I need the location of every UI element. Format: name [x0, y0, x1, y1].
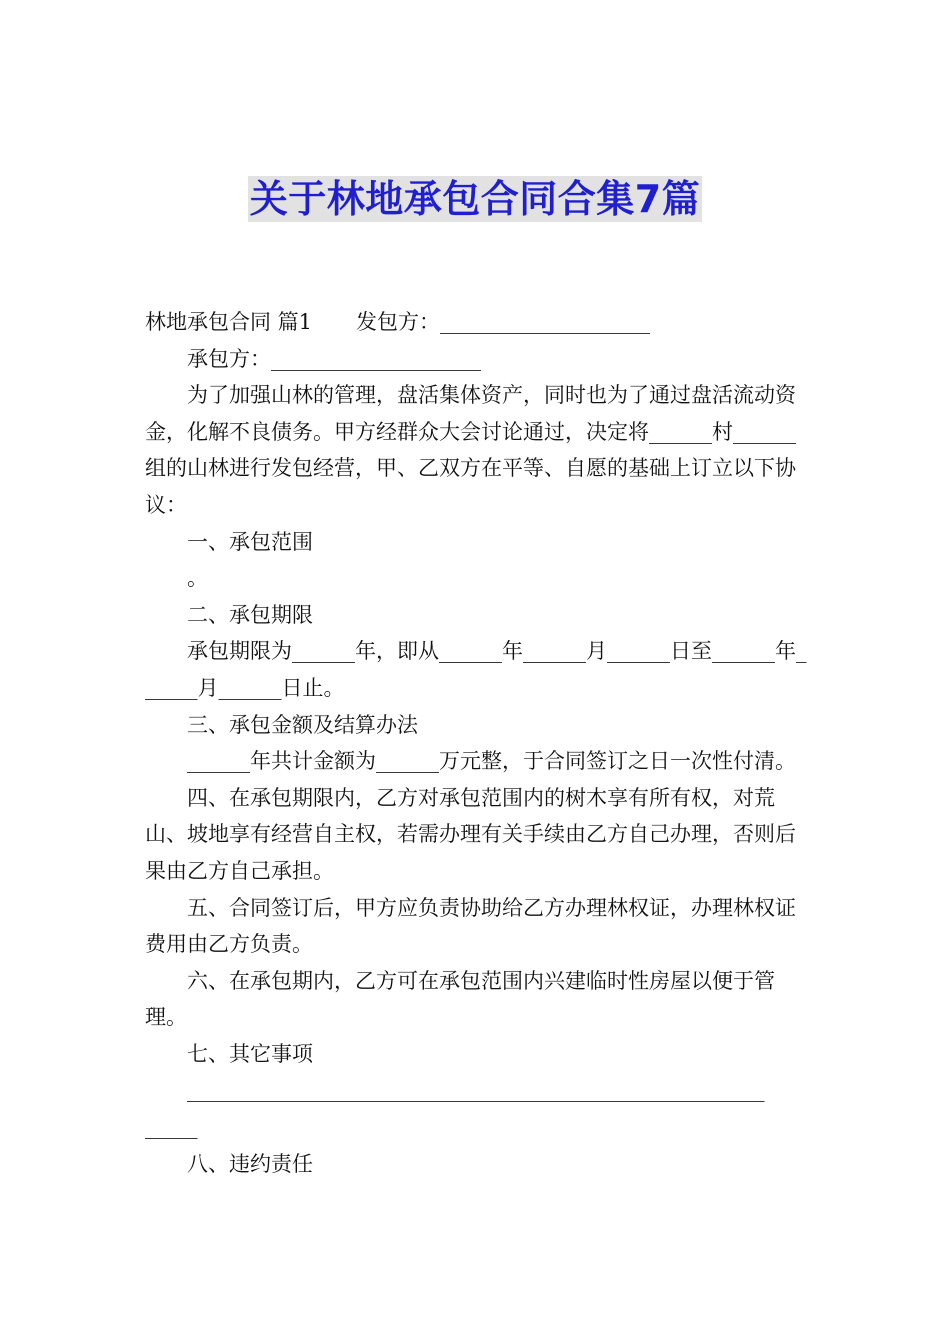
section-heading-line — [145, 304, 807, 341]
clause3-heading: 三、承包金额及结算办法 — [187, 712, 418, 737]
clause1-heading: 一、承包范围 — [187, 529, 313, 554]
clause3-body: ______年共计金额为______万元整，于合同签订之日一次性付清。 — [187, 749, 796, 774]
clause4-paragraph: 四、在承包期限内，乙方对承包范围内的树木享有所有权，对荒山、坡地享有经营自主权，若需办理有关手续由乙方自己办理，否则后果由乙方自己承担。 — [145, 785, 796, 883]
clause8-heading: 八、违约责任 — [187, 1151, 313, 1176]
party-a-field: 发包方：____________________ — [356, 310, 651, 334]
clause1-body: 。 — [187, 566, 208, 591]
party-b-field: 承包方：____________________ — [187, 346, 481, 371]
clause2-body: 承包期限为______年，即从______年______月______日至______年______月______日止。 — [145, 639, 807, 700]
title-container — [0, 176, 950, 222]
clause2-heading: 二、承包期限 — [187, 602, 313, 627]
clause7-blank-line: _______________________________________________________ — [187, 1078, 765, 1103]
clause7-heading: 七、其它事项 — [187, 1041, 313, 1066]
clause6-paragraph: 六、在承包期内，乙方可在承包范围内兴建临时性房屋以便于管理。 — [145, 968, 775, 1030]
intro-paragraph: 为了加强山林的管理，盘活集体资产，同时也为了通过盘活流动资金，化解不良债务。甲方经群众大会讨论通过，决定将______村______组的山林进行发包经营，甲、乙双方在平等、自愿的基础上订立以下协议： — [145, 383, 796, 517]
clause7-blank-line-tail: _____ — [145, 1115, 198, 1140]
document-title: 关于林地承包合同合集7篇 — [249, 177, 701, 221]
section-heading: 林地承包合同 篇1 — [145, 310, 313, 334]
clause5-paragraph: 五、合同签订后，甲方应负责协助给乙方办理林权证，办理林权证费用由乙方负责。 — [145, 895, 796, 957]
document-body — [145, 304, 807, 1182]
